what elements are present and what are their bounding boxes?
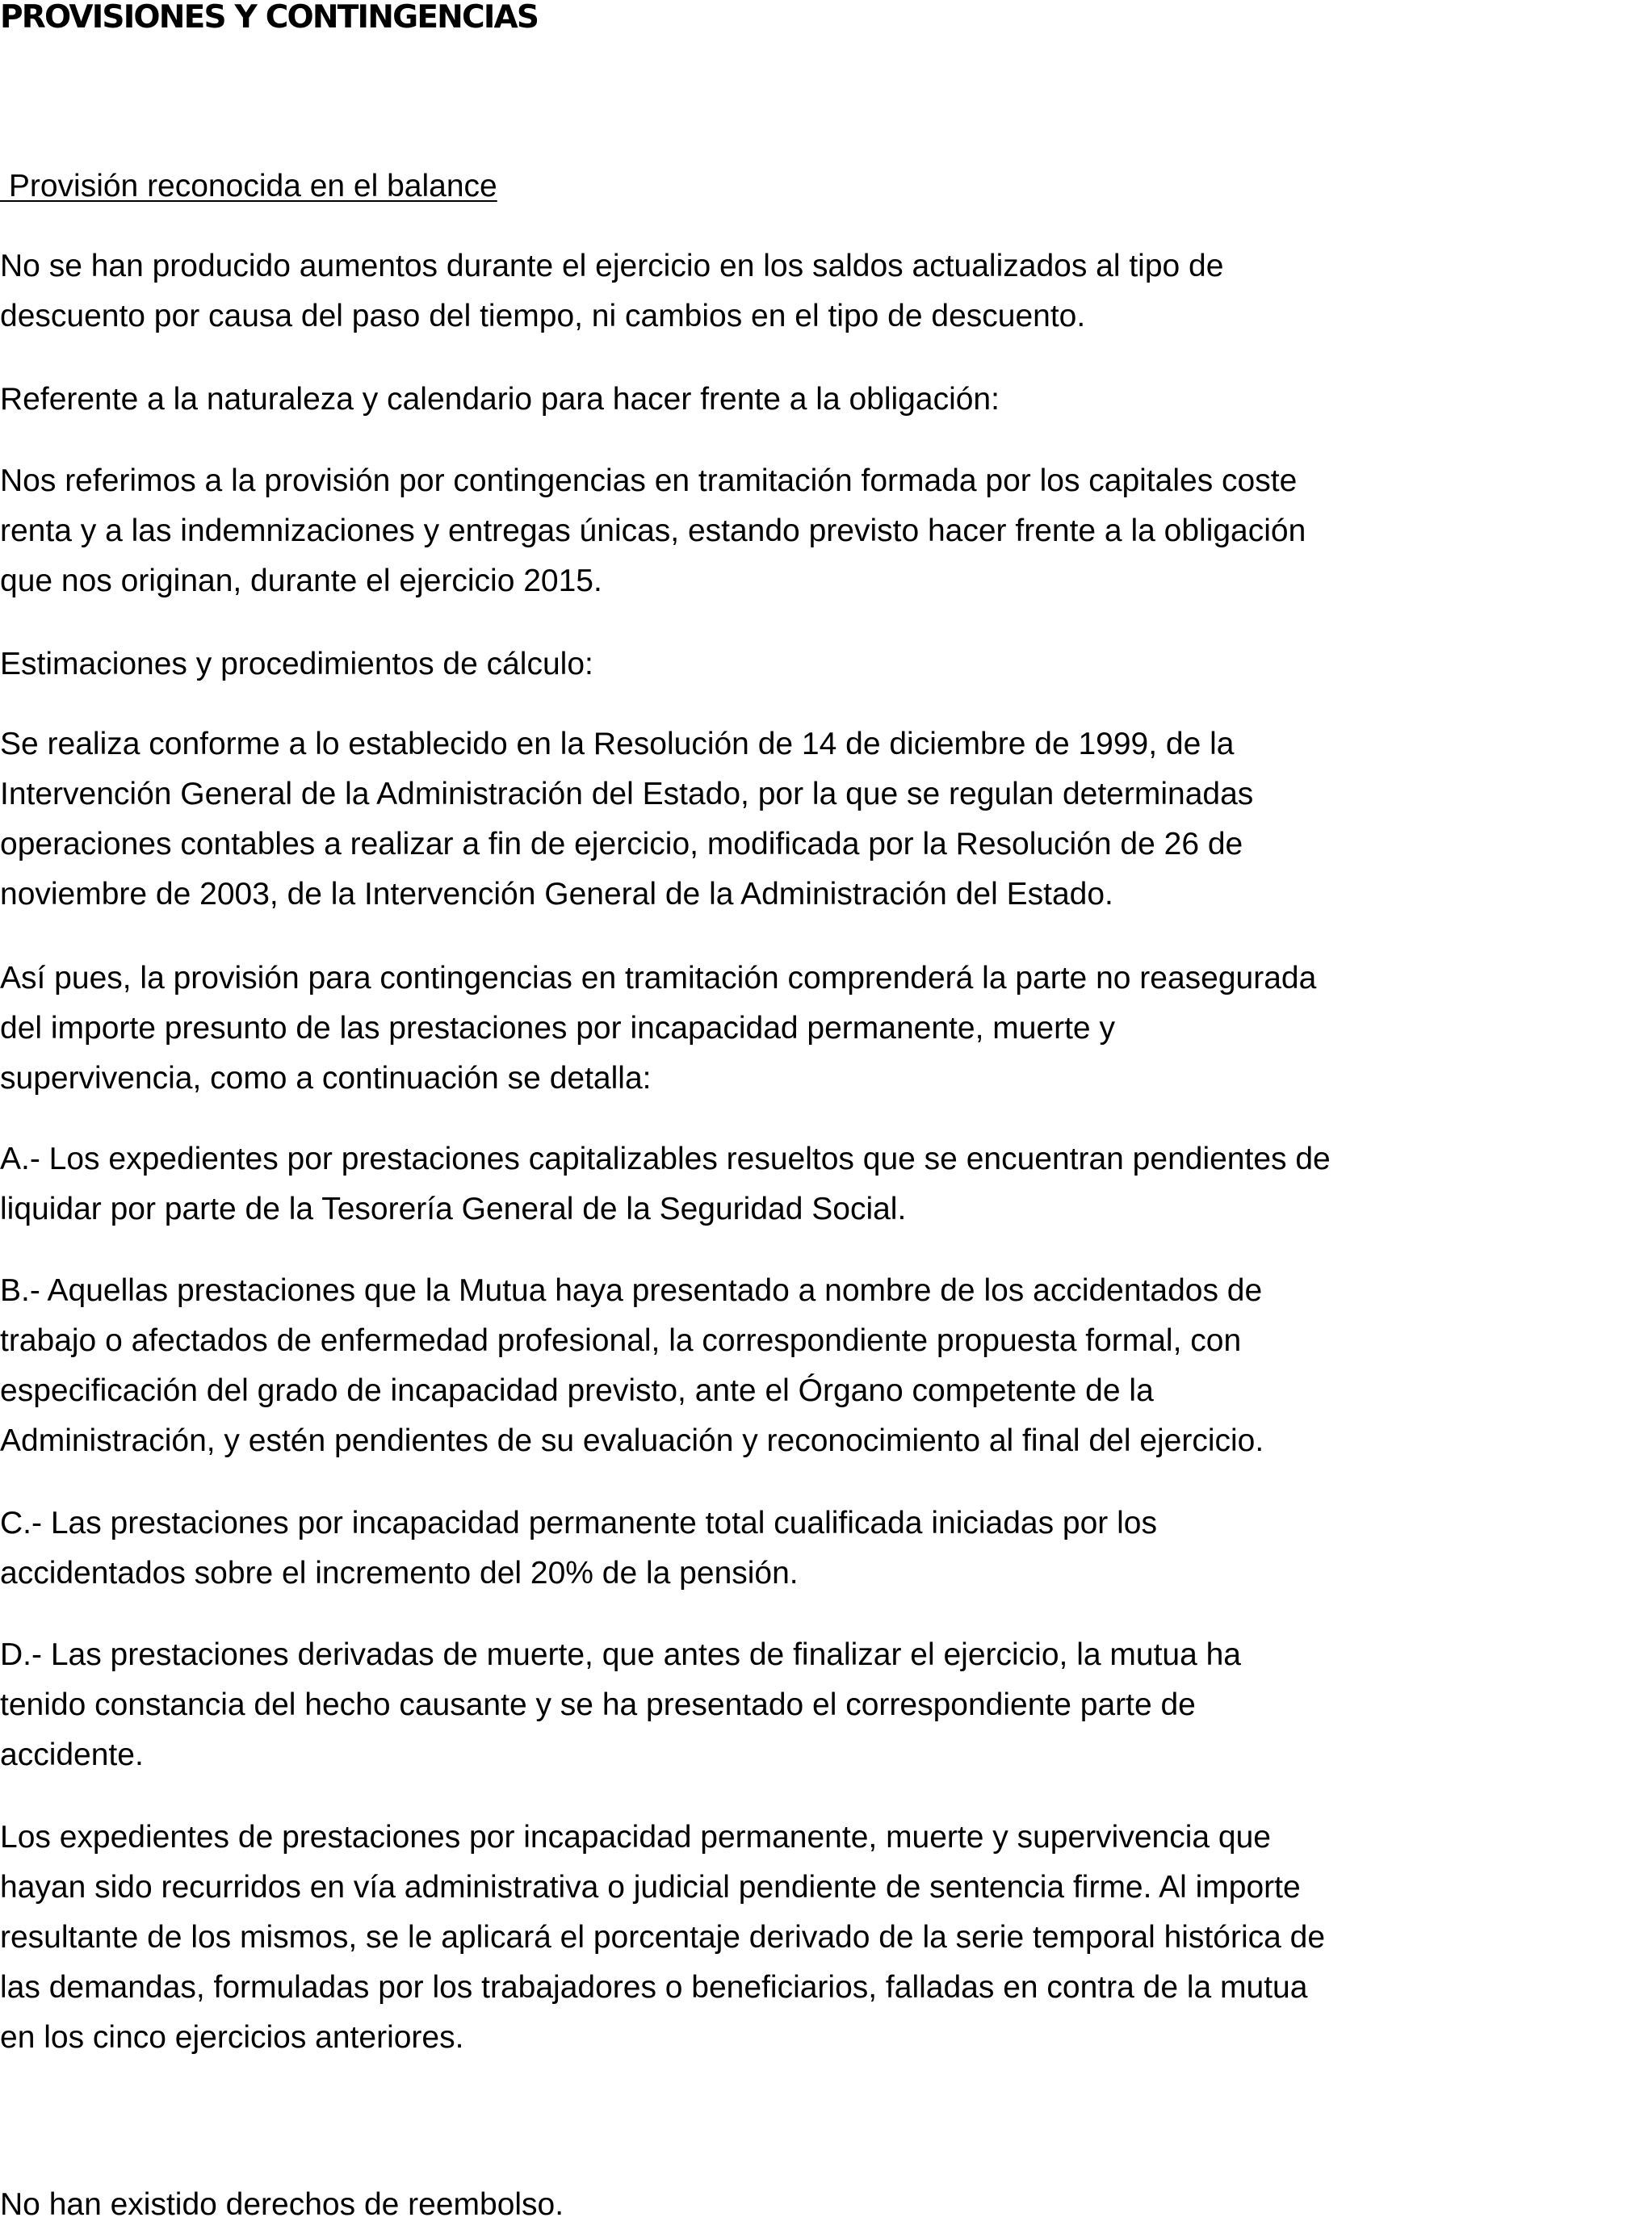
paragraph: B.- Aquellas prestaciones que la Mutua haya presentado a nombre de los accidentados de trabajo o afectados de enfermedad profesional, la correspondiente propuesta formal, con especificación del grado de incapacidad previsto, ante el Órgano competente de la Administración, y estén pendientes de su evaluación y reconocimiento al final del ejercicio. <box>0 1273 1264 1458</box>
section-subtitle: Provisión reconocida en el balance <box>0 169 497 203</box>
paragraph: Los expedientes de prestaciones por incapacidad permanente, muerte y supervivencia que hayan sido recurridos en vía administrativa o judicial pendiente de sentencia firme. Al importe resultante de los mismos, se le aplicará el porcentaje derivado de la serie temporal histórica de las demandas, formuladas por los trabajadores o beneficiarios, falladas en contra de la mutua en los cinco ejercicios anteriores. <box>0 1820 1326 2055</box>
paragraph: Así pues, la provisión para contingencias en tramitación comprenderá la parte no reasegurada del importe presunto de las prestaciones por incapacidad permanente, muerte y supervivencia, como a continuación se detalla: <box>0 961 1317 1096</box>
paragraph: No han existido derechos de reembolso. <box>0 2187 564 2222</box>
document-title: PROVISIONES Y CONTINGENCIAS <box>0 0 539 36</box>
paragraph: A.- Los expedientes por prestaciones capitalizables resueltos que se encuentran pendientes de liquidar por parte de la Tesorería General de la Seguridad Social. <box>0 1142 1331 1226</box>
paragraph: D.- Las prestaciones derivadas de muerte, que antes de finalizar el ejercicio, la mutua ha tenido constancia del hecho causante y se ha presentado el correspondiente parte de accidente. <box>0 1637 1241 1772</box>
paragraph: No se han producido aumentos durante el ejercicio en los saldos actualizados al tipo de descuento por causa del paso del tiempo, ni cambios en el tipo de descuento. <box>0 249 1224 333</box>
paragraph: Nos referimos a la provisión por contingencias en tramitación formada por los capitales coste renta y a las indemnizaciones y entregas únicas, estando previsto hacer frente a la obligación que nos originan, durante el ejercicio 2015. <box>0 463 1306 598</box>
paragraph: Referente a la naturaleza y calendario para hacer frente a la obligación: <box>0 382 1000 417</box>
paragraph: Estimaciones y procedimientos de cálculo: <box>0 647 593 681</box>
paragraph: C.- Las prestaciones por incapacidad permanente total cualificada iniciadas por los accidentados sobre el incremento del 20% de la pensión. <box>0 1506 1157 1591</box>
paragraph: Se realiza conforme a lo establecido en la Resolución de 14 de diciembre de 1999, de la Intervención General de la Administración del Estado, por la que se regulan determinadas operaciones contables a realizar a fin de ejercicio, modificada por la Resolución de 26 de noviembre de 2003, de la Intervención General de la Administración del Estado. <box>0 727 1254 912</box>
